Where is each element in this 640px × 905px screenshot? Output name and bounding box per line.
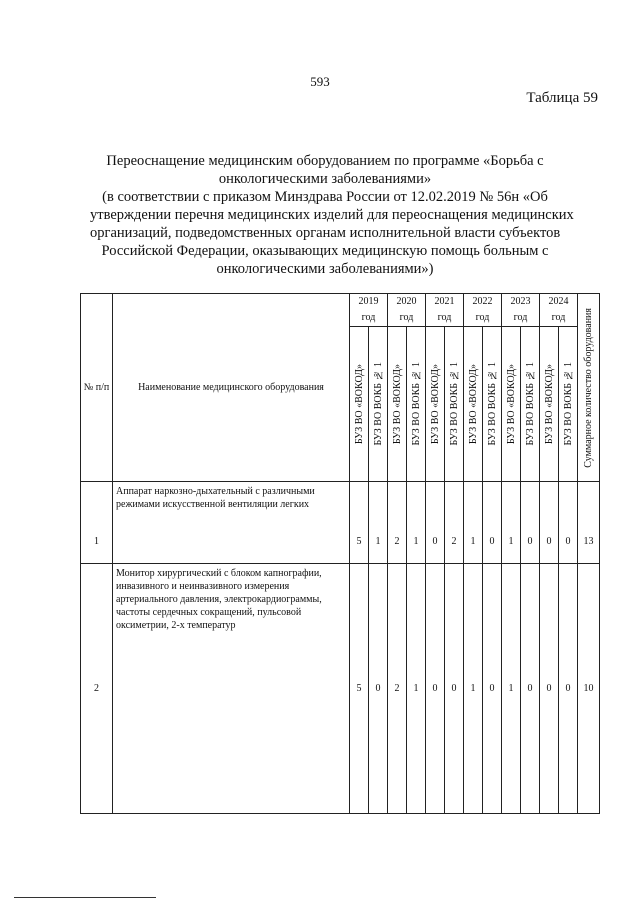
year-label: 2023 xyxy=(510,296,531,307)
row-value: 1 xyxy=(407,482,426,564)
row-value: 2 xyxy=(388,482,407,564)
year-label: 2022 xyxy=(472,296,493,307)
org-header xyxy=(350,327,369,482)
header-num: № п/п xyxy=(83,382,110,393)
page-number: 593 xyxy=(310,74,330,89)
title-line: утверждении перечня медицинских изделий для переоснащения медицинских xyxy=(90,207,574,223)
org-header xyxy=(559,327,578,482)
row-value: 0 xyxy=(445,564,464,814)
document-title xyxy=(90,152,574,278)
year-label: 2019 xyxy=(358,296,379,307)
org-label: БУЗ ВО «ВОКОД» xyxy=(429,363,441,445)
table-row xyxy=(81,482,600,564)
year-label: 2021 xyxy=(434,296,455,307)
year-label: 2020 xyxy=(396,296,417,307)
title-line: Переоснащение медицинским оборудованием по программе «Борьба с xyxy=(106,153,544,169)
row-value: 0 xyxy=(521,564,540,814)
row-value: 1 xyxy=(464,564,483,814)
header-name-cell xyxy=(113,294,350,482)
title-line: Российской Федерации, оказывающих медицинскую помощь больным с xyxy=(101,243,549,259)
table-label: Таблица 59 xyxy=(526,90,598,106)
org-label: БУЗ ВО «ВОКОД» xyxy=(467,363,479,445)
row-value: 0 xyxy=(483,564,502,814)
org-header xyxy=(426,327,445,482)
year-unit: год xyxy=(361,312,376,323)
row-num: 2 xyxy=(81,564,113,814)
org-label: БУЗ ВО ВОКБ № 1 xyxy=(372,362,384,446)
row-value: 5 xyxy=(350,564,369,814)
row-value: 1 xyxy=(407,564,426,814)
year-unit: год xyxy=(551,312,566,323)
org-label: БУЗ ВО «ВОКОД» xyxy=(505,363,517,445)
org-header xyxy=(540,327,559,482)
year-unit: год xyxy=(513,312,528,323)
header-name: Наименование медицинского оборудования xyxy=(138,382,324,393)
org-header xyxy=(521,327,540,482)
row-value: 0 xyxy=(559,482,578,564)
org-header xyxy=(483,327,502,482)
row-name: Аппарат наркозно-дыхательный с различными режимами искусственной вентиляции легких xyxy=(113,482,350,564)
year-header xyxy=(388,294,426,327)
row-total: 13 xyxy=(578,482,600,564)
row-value: 0 xyxy=(540,564,559,814)
row-value: 0 xyxy=(426,482,445,564)
equipment-table xyxy=(80,293,600,814)
header-row-years xyxy=(81,294,600,327)
row-value: 0 xyxy=(540,482,559,564)
table-row xyxy=(81,564,600,814)
year-header xyxy=(502,294,540,327)
row-value: 1 xyxy=(464,482,483,564)
year-label: 2024 xyxy=(548,296,569,307)
org-header xyxy=(407,327,426,482)
row-value: 0 xyxy=(559,564,578,814)
row-num: 1 xyxy=(81,482,113,564)
header-num-cell xyxy=(81,294,113,482)
row-value: 0 xyxy=(483,482,502,564)
row-value: 0 xyxy=(369,564,388,814)
org-label: БУЗ ВО ВОКБ № 1 xyxy=(448,362,460,446)
org-header xyxy=(445,327,464,482)
year-unit: год xyxy=(399,312,414,323)
org-header xyxy=(502,327,521,482)
row-value: 2 xyxy=(388,564,407,814)
row-value: 0 xyxy=(426,564,445,814)
org-label: БУЗ ВО ВОКБ № 1 xyxy=(486,362,498,446)
row-total: 10 xyxy=(578,564,600,814)
org-header xyxy=(369,327,388,482)
title-line: организаций, подведомственных органам исполнительной власти субъектов xyxy=(90,225,561,241)
title-line: (в соответствии с приказом Минздрава России от 12.02.2019 № 56н «Об xyxy=(102,189,548,205)
org-label: БУЗ ВО «ВОКОД» xyxy=(391,363,403,445)
row-value: 1 xyxy=(502,482,521,564)
row-value: 5 xyxy=(350,482,369,564)
header-total: Суммарное количество оборудования xyxy=(582,307,594,468)
year-header xyxy=(426,294,464,327)
footnote-divider xyxy=(14,897,156,898)
row-name: Монитор хирургический с блоком капнографии, инвазивного и неинвазивного измерения артериального давления, электрокардиограммы, частоты сердечных сокращений, пульсовой оксиметрии, 2-х температур xyxy=(113,564,350,814)
row-value: 2 xyxy=(445,482,464,564)
year-unit: год xyxy=(475,312,490,323)
org-label: БУЗ ВО ВОКБ № 1 xyxy=(524,362,536,446)
year-header xyxy=(464,294,502,327)
row-value: 1 xyxy=(502,564,521,814)
title-line: онкологическими заболеваниями») xyxy=(216,261,434,277)
org-label: БУЗ ВО «ВОКОД» xyxy=(353,363,365,445)
year-header xyxy=(350,294,388,327)
org-header xyxy=(464,327,483,482)
org-header xyxy=(388,327,407,482)
year-header xyxy=(540,294,578,327)
row-value: 1 xyxy=(369,482,388,564)
title-line: онкологическими заболеваниями» xyxy=(218,171,432,187)
row-value: 0 xyxy=(521,482,540,564)
header-total-cell xyxy=(578,294,600,482)
org-label: БУЗ ВО ВОКБ № 1 xyxy=(410,362,422,446)
year-unit: год xyxy=(437,312,452,323)
org-label: БУЗ ВО ВОКБ № 1 xyxy=(562,362,574,446)
org-label: БУЗ ВО «ВОКОД» xyxy=(543,363,555,445)
